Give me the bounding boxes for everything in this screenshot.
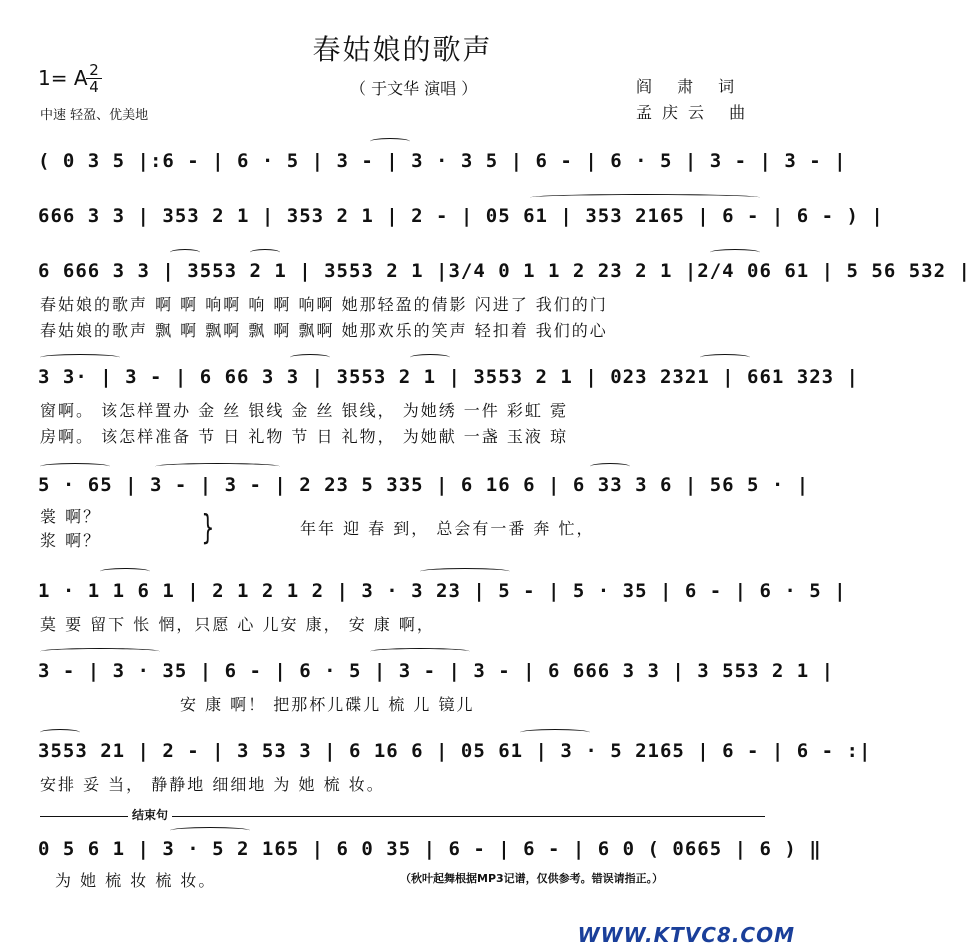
lyric-line-6: 莫 要 留下 怅 惘，只愿 心 儿安 康， 安 康 啊， — [40, 615, 435, 634]
lyric-line-9: 为 她 梳 妆 梳 妆。 — [55, 871, 217, 890]
transcription-footnote: （秋叶起舞根据MP3记谱，仅供参考。错误请指正。） — [400, 872, 664, 885]
time-signature — [86, 62, 102, 95]
lyric-line-4-verse-1: 窗啊。 该怎样置办 金 丝 银线 金 丝 银线， 为她绣 一件 彩虹 霓 — [40, 401, 568, 420]
score-line-3: 6 666 3 3 | 3553 2 1 | 3553 2 1 |3/4 0 1 1 2 23 2 1 |2/4 06 61 | 5 56 532 | — [38, 260, 971, 282]
score-line-5: 5 · 65 | 3 - | 3 - | 2 23 5 335 | 6 16 6 | 6 33 3 6 | 56 5 · | — [38, 474, 810, 496]
score-line-8: 3553 21 | 2 - | 3 53 3 | 6 16 6 | 05 61 | 3 · 5 2165 | 6 - | 6 - :| — [38, 740, 872, 762]
tempo-marking: 中速 轻盈、优美地 — [40, 108, 149, 123]
lyric-line-5-verse-2: 浆 啊？ — [40, 531, 102, 550]
lyric-line-5-verse-1: 裳 啊？ — [40, 507, 102, 526]
lyric-line-8: 安排 妥 当， 静静地 细细地 为 她 梳 妆。 — [40, 775, 385, 794]
lyric-line-3-verse-1: 春姑娘的歌声 啊 啊 响啊 响 啊 响啊 她那轻盈的倩影 闪进了 我们的门 — [40, 295, 608, 314]
lyric-line-5-shared: 年年 迎 春 到， 总会有一番 奔 忙， — [300, 519, 595, 538]
score-line-6: 1 · 1 1 6 1 | 2 1 2 1 2 | 3 · 3 23 | 5 - | 5 · 35 | 6 - | 6 · 5 | — [38, 580, 847, 602]
score-line-2: 666 3 3 | 353 2 1 | 353 2 1 | 2 - | 05 61 | 353 2165 | 6 - | 6 - ) | — [38, 205, 884, 227]
lyric-line-4-verse-2: 房啊。 该怎样准备 节 日 礼物 节 日 礼物， 为她献 一盏 玉液 琼 — [40, 427, 568, 446]
site-watermark: WWW.KTVC8.COM — [577, 923, 795, 947]
ending-label: 结束句 — [128, 806, 172, 823]
performer: （ 于文华 演唱 ） — [350, 79, 478, 98]
composer-credit: 孟庆云 曲 — [636, 103, 756, 122]
song-title: 春姑娘的歌声 — [312, 33, 493, 66]
score-line-1: ( 0 3 5 |:6 - | 6 · 5 | 3 - | 3 · 3 5 | 6 - | 6 · 5 | 3 - | 3 - | — [38, 150, 847, 172]
time-signature-bottom: 4 — [89, 78, 99, 96]
score-line-9: 0 5 6 1 | 3 · 5 2 165 | 6 0 35 | 6 - | 6 - | 6 0 ( 0665 | 6 ) ‖ — [38, 838, 822, 860]
verse-brace: } — [201, 508, 215, 548]
score-line-7: 3 - | 3 · 35 | 6 - | 6 · 5 | 3 - | 3 - | 6 666 3 3 | 3 553 2 1 | — [38, 660, 835, 682]
score-line-4: 3 3· | 3 - | 6 66 3 3 | 3553 2 1 | 3553 2 1 | 023 2321 | 661 323 | — [38, 366, 859, 388]
lyric-line-7: 安 康 啊！ 把那杯儿碟儿 梳 儿 镜儿 — [180, 695, 475, 714]
lyric-line-3-verse-2: 春姑娘的歌声 飘 啊 飘啊 飘 啊 飘啊 她那欢乐的笑声 轻扣着 我们的心 — [40, 321, 608, 340]
key-signature: 1= A — [38, 66, 88, 90]
lyricist-credit: 阎 肃 词 — [636, 77, 745, 96]
time-signature-top: 2 — [86, 62, 102, 79]
